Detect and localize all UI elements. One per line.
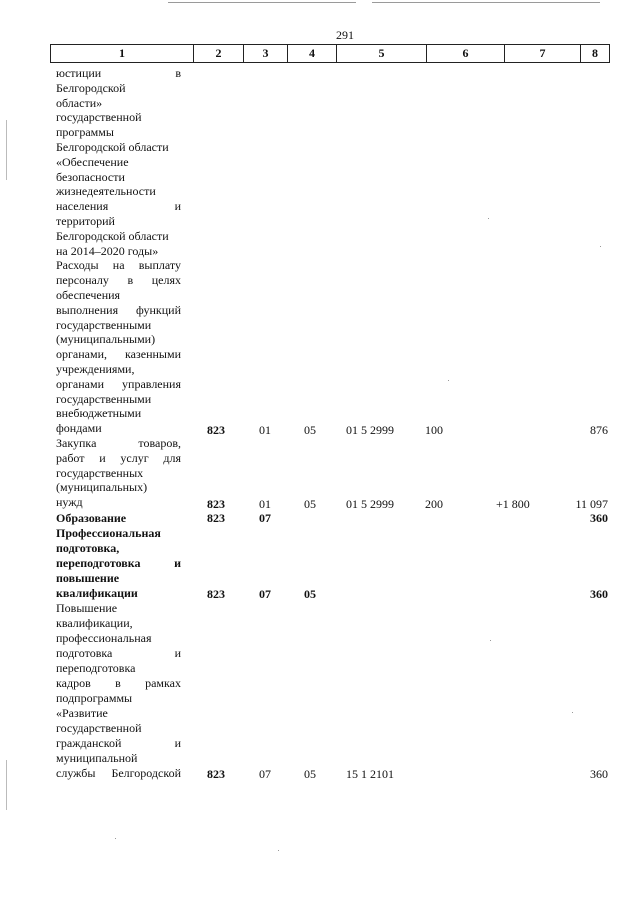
row-desc-line: «Развитие <box>56 706 108 720</box>
row-desc-line: повышение <box>56 571 120 585</box>
scan-speck <box>278 850 279 851</box>
column-header: 2 <box>194 45 244 62</box>
row-desc-line: переподготовка <box>56 661 136 675</box>
row-desc-line: фондами <box>56 421 102 436</box>
row-desc-line: внебюджетными <box>56 406 142 421</box>
scan-speck <box>490 640 491 641</box>
row-desc-line: подготовка, <box>56 541 120 555</box>
row-code-c4: 05 <box>304 423 316 437</box>
row-desc-line: государственной <box>56 721 142 735</box>
top-border-rule <box>168 2 356 3</box>
column-header: 3 <box>244 45 288 62</box>
row-code-c5: 01 5 2999 <box>346 497 394 511</box>
row-desc-line: государственными <box>56 317 152 332</box>
column-header: 8 <box>592 46 598 60</box>
row-code-c3: 07 <box>259 511 271 525</box>
row-desc-line: юстиции в <box>56 66 181 80</box>
row-desc-line: жизнедеятельности <box>56 184 156 199</box>
row-desc-line: Образование <box>56 511 127 525</box>
row-desc-line: обеспечения <box>56 288 121 302</box>
row-amount-c8: 360 <box>590 767 608 781</box>
row-desc-line: подготовка и <box>56 646 181 660</box>
row-code-c2: 823 <box>207 767 225 781</box>
row-desc-line: выполнения функций <box>56 302 181 317</box>
row-desc-line: Белгородской области <box>56 140 169 154</box>
row-desc-line: территорий <box>56 214 115 228</box>
row-desc-line: работ и услуг для <box>56 450 181 465</box>
scan-speck <box>448 380 449 381</box>
row-desc-line: квалификации, <box>56 616 133 630</box>
row-desc-line: населения и <box>56 199 181 214</box>
row-desc-line: на 2014–2020 годы» <box>56 243 159 258</box>
row-desc-line: Расходы на выплату <box>56 258 181 273</box>
top-border-rule <box>372 2 600 3</box>
row-desc-line: органами управления <box>56 376 181 391</box>
row-desc-line: Белгородской области <box>56 228 169 243</box>
row-code-c2: 823 <box>207 587 225 601</box>
row-code-c6: 200 <box>425 497 443 511</box>
row-desc-line: (муниципальными) <box>56 332 156 347</box>
row-desc-line: гражданской и <box>56 736 181 750</box>
row-desc-line: «Обеспечение <box>56 154 129 169</box>
row-desc-line: Белгородской <box>56 80 126 95</box>
row-desc-line: персоналу в целях <box>56 273 181 288</box>
row-amount-c8: 11 097 <box>575 497 608 511</box>
row-desc-line: профессиональная <box>56 631 152 645</box>
scan-edge-mark <box>6 120 7 180</box>
row-code-c2: 823 <box>207 423 225 437</box>
scan-speck <box>488 218 489 219</box>
row-code-c3: 07 <box>259 767 271 781</box>
column-header: 7 <box>505 45 581 62</box>
row-change-c7: +1 800 <box>496 497 530 511</box>
scan-edge-mark <box>6 760 7 810</box>
scan-speck <box>600 246 601 247</box>
row-desc-line: государственных <box>56 465 144 480</box>
row-code-c3: 07 <box>259 587 271 601</box>
row-code-c6: 100 <box>425 423 443 437</box>
row-amount-c8: 360 <box>590 511 608 525</box>
row-desc-line: программы <box>56 125 114 140</box>
row-code-c4: 05 <box>304 587 316 601</box>
row-code-c4: 05 <box>304 497 316 511</box>
row-code-c5: 15 1 2101 <box>346 767 394 781</box>
table-header <box>50 44 610 63</box>
row-desc-line: квалификации <box>56 586 138 600</box>
row-code-c3: 01 <box>259 423 271 437</box>
row-desc-line: государственными <box>56 391 152 406</box>
scan-speck <box>115 838 116 839</box>
row-code-c3: 01 <box>259 497 271 511</box>
row-code-c4: 05 <box>304 767 316 781</box>
page-number: 291 <box>336 28 354 42</box>
row-desc-line: (муниципальных) <box>56 480 148 495</box>
column-header: 6 <box>427 45 505 62</box>
column-header: 5 <box>337 45 427 62</box>
row-desc-line: органами, казенными <box>56 347 181 362</box>
row-desc-line: кадров в рамках <box>56 676 181 690</box>
row-desc-line: государственной <box>56 110 142 125</box>
row-desc-line: области» <box>56 95 103 110</box>
row-code-c2: 823 <box>207 511 225 525</box>
row-desc-line: Повышение <box>56 601 118 615</box>
row-desc-line: переподготовка и <box>56 556 181 570</box>
row-amount-c8: 360 <box>590 587 608 601</box>
row-code-c2: 823 <box>207 497 225 511</box>
row-code-c5: 01 5 2999 <box>346 423 394 437</box>
row-desc-line: службы Белгородской <box>56 766 181 780</box>
row-desc-line: Закупка товаров, <box>56 436 181 450</box>
row-amount-c8: 876 <box>590 423 608 437</box>
row-desc-line: подпрограммы <box>56 691 133 705</box>
scan-speck <box>572 712 573 713</box>
row-desc-line: безопасности <box>56 169 125 184</box>
column-header: 1 <box>51 45 194 62</box>
row-desc-line: учреждениями, <box>56 362 135 376</box>
row-desc-line: нужд <box>56 495 83 510</box>
row-desc-line: муниципальной <box>56 751 138 765</box>
column-header: 4 <box>288 45 337 62</box>
row-desc-line: Профессиональная <box>56 526 161 540</box>
